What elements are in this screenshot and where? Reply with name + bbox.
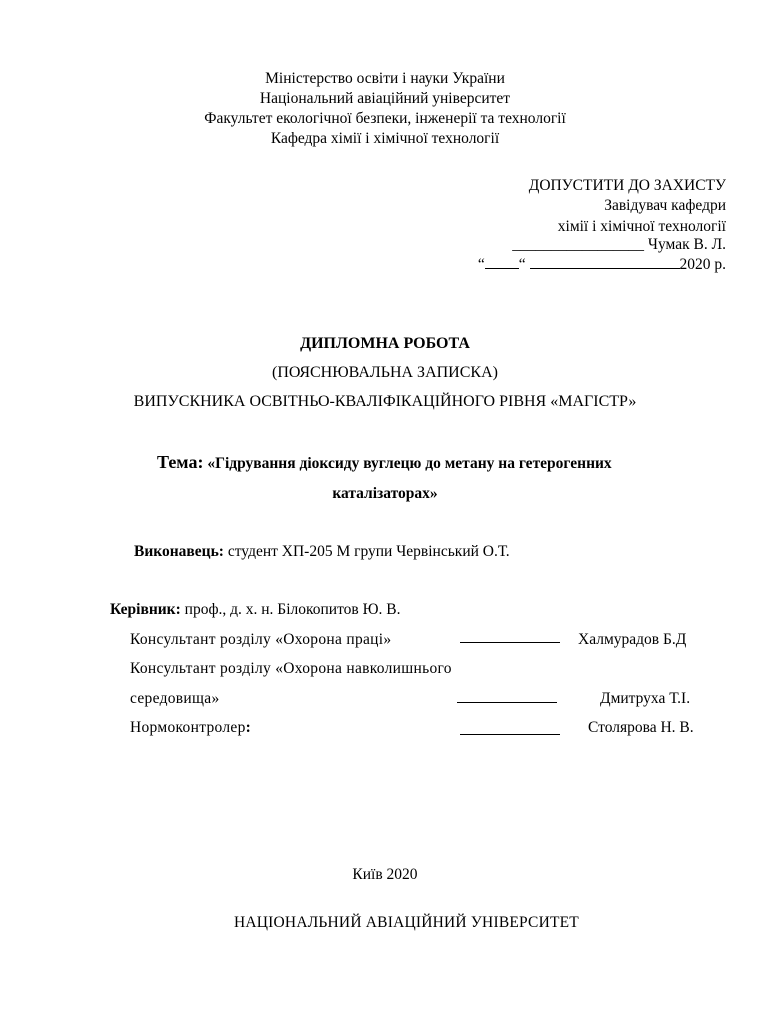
- normcontrol-row: [130, 719, 251, 737]
- date-month-line: [530, 267, 680, 269]
- approval-signature-row: [512, 236, 726, 254]
- approval-date-row: [478, 256, 726, 274]
- ministry-line: Міністерство освіти і науки України: [265, 70, 505, 87]
- normcontrol-label: Нормоконтролер: [130, 719, 246, 736]
- theme-text-line1: «Гідрування діоксиду вуглецю до метану на гетерогенних: [207, 455, 612, 472]
- signature-line: _________________: [512, 236, 645, 253]
- performer-label: Виконавець:: [134, 543, 224, 560]
- theme-label: Тема:: [157, 452, 204, 472]
- consultant2-label-line1: Консультант розділу «Охорона навколишнього: [130, 660, 452, 677]
- approval-department: хімії і хімічної технології: [557, 218, 726, 235]
- date-day-line: [485, 267, 519, 269]
- city-year: Київ 2020: [352, 866, 418, 883]
- date-close-quote: “: [518, 256, 526, 273]
- normcontrol-colon: :: [245, 719, 252, 736]
- faculty-line: Факультет екологічної безпеки, інженерії та технології: [204, 110, 566, 127]
- department-line: Кафедра хімії і хімічної технології: [270, 130, 500, 147]
- approval-title: ДОПУСТИТИ ДО ЗАХИСТУ: [528, 177, 726, 194]
- performer-row: [134, 543, 510, 561]
- approval-position: Завідувач кафедри: [604, 197, 726, 214]
- consultant1-signature-line: [460, 642, 560, 643]
- document-type: ДИПЛОМНА РОБОТА: [300, 335, 470, 352]
- head-name: Чумак В. Л.: [647, 236, 726, 253]
- normcontrol-name: Столярова Н. В.: [588, 719, 694, 736]
- consultant1-label: Консультант розділу «Охорона праці»: [130, 631, 392, 648]
- supervisor-label: Керівник:: [110, 601, 181, 618]
- next-page-heading: НАЦІОНАЛЬНИЙ АВІАЦІЙНИЙ УНІВЕРСИТЕТ: [234, 914, 579, 931]
- university-line: Національний авіаційний університет: [259, 90, 511, 107]
- supervisor-value: проф., д. х. н. Білокопитов Ю. В.: [180, 601, 401, 618]
- consultant2-name: Дмитруха Т.І.: [600, 690, 691, 707]
- theme-row: [157, 452, 612, 473]
- normcontrol-signature-line: [460, 734, 560, 735]
- consultant2-label-line2: середовища»: [130, 690, 220, 707]
- theme-text-line2: каталізаторах»: [332, 485, 438, 502]
- date-year: 2020 р.: [679, 256, 726, 273]
- qualification-level: ВИПУСКНИКА ОСВІТНЬО-КВАЛІФІКАЦІЙНОГО РІВНЯ «МАГІСТР»: [133, 393, 637, 410]
- performer-value: студент ХП-205 М групи Червінський О.Т.: [223, 543, 510, 560]
- consultant2-signature-line: [457, 702, 557, 703]
- consultant1-name: Халмурадов Б.Д: [578, 631, 687, 648]
- document-subtitle: (ПОЯСНЮВАЛЬНА ЗАПИСКА): [272, 364, 498, 381]
- date-open-quote: “: [477, 256, 485, 273]
- supervisor-row: [110, 601, 400, 619]
